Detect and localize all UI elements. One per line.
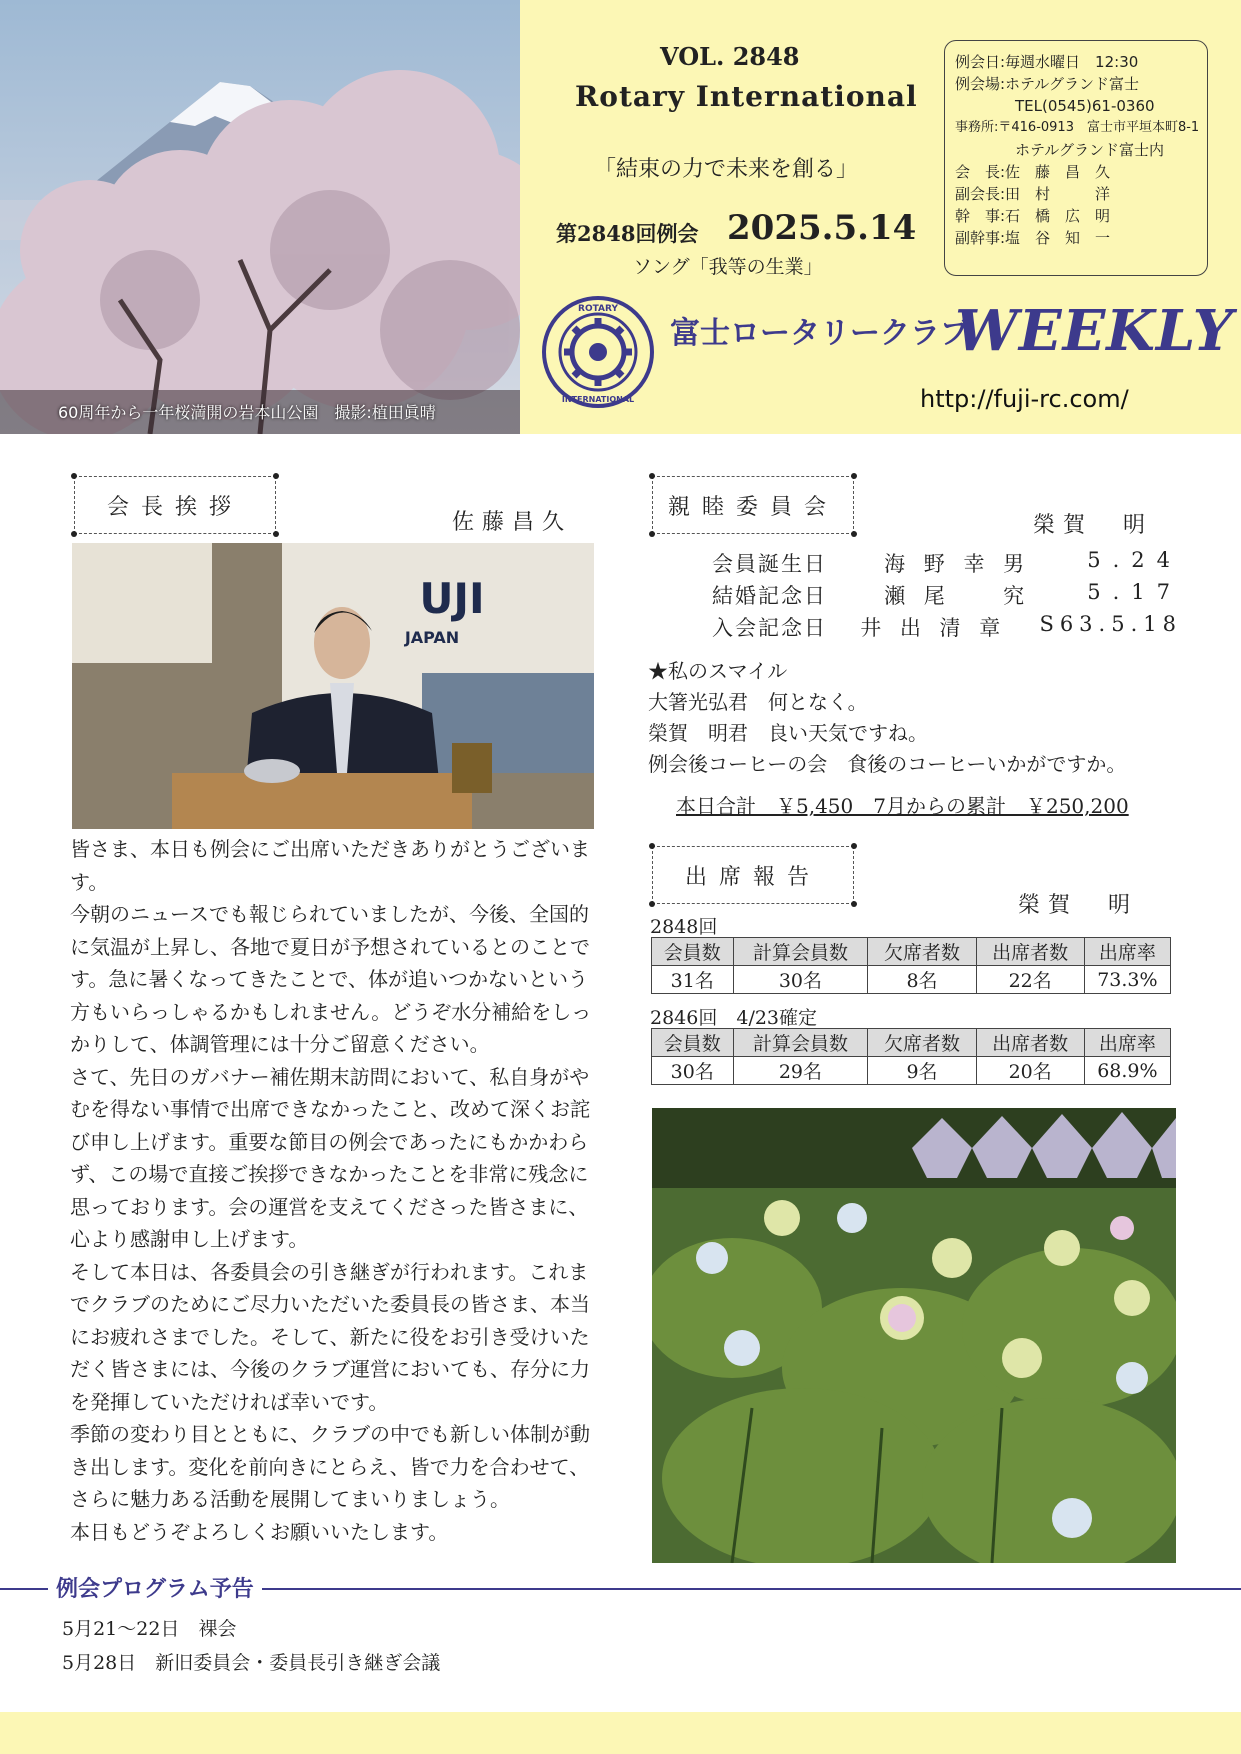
greeting-paragraph: 今朝のニュースでも報じられていましたが、今後、全国的に気温が上昇し、各地で夏日が予想されているとのことです。急に暑くなってきたことで、体が追いつかないという方もいらっしゃるかもしれません。どうぞ水分補給をしっかりして、体調管理には十分ご留意ください。 — [70, 902, 592, 1056]
meeting-date: 2025.5.14 — [727, 208, 917, 248]
section-greeting-title — [74, 476, 276, 534]
attendance-table-2848 — [651, 937, 1171, 994]
attendance-caption: 2846回 4/23確定 — [650, 1007, 818, 1029]
photo-caption: 60周年から一年桜満開の岩本山公園 撮影:植田眞晴 — [58, 403, 436, 422]
fellowship-title-text: 親睦委員会 — [667, 494, 838, 520]
column-header: 出席率 — [1084, 938, 1170, 966]
table-cell: 31名 — [652, 966, 734, 994]
smile-title: ★私のスマイル — [648, 659, 788, 683]
song-title: ソング「我等の生業」 — [633, 256, 823, 278]
info-line: 事務所:〒416-0913 富士市平垣本町8-1 — [955, 120, 1200, 135]
info-line: 会 長:佐 藤 昌 久 — [955, 163, 1111, 181]
greeting-author: 佐藤昌久 — [452, 510, 573, 535]
corner-dot — [851, 531, 857, 537]
corner-dot — [71, 473, 77, 479]
cherry-blossom-mount-fuji-image — [0, 0, 520, 434]
table-row — [652, 966, 1171, 994]
attendance-caption: 2848回 — [650, 916, 718, 938]
column-header: 出席者数 — [976, 1029, 1084, 1057]
attendance-table-2846 — [651, 1028, 1171, 1085]
anniversary-name: 瀬 尾 究 — [884, 584, 1031, 608]
column-header: 会員数 — [652, 1029, 734, 1057]
president-speech-photo — [72, 543, 594, 829]
weekly-title: WEEKLY — [955, 298, 1234, 364]
table-cell: 30名 — [733, 966, 868, 994]
list-item — [712, 612, 1182, 644]
greeting-paragraph: そして本日は、各委員会の引き継ぎが行われます。これまでクラブのためにご尽力いただいた委員長の皆さま、本当にお疲れさまでした。そして、新たに役をお引き受けいただく皆さまには、今後のクラブ運営においても、存分に力を発揮していただければ幸いです。 — [70, 1259, 590, 1414]
anniversary-name: 海 野 幸 男 — [884, 552, 1031, 576]
program-item: 5月21〜22日 裸会 — [62, 1618, 237, 1640]
hydrangea-garden-image — [652, 1108, 1176, 1563]
table-cell: 29名 — [733, 1057, 868, 1085]
smile-total: 本日合計 ￥5,450 7月からの累計 ￥250,200 — [676, 794, 1129, 818]
info-line: 幹 事:石 橋 広 明 — [955, 207, 1111, 225]
banner-subtext: JAPAN — [404, 628, 460, 647]
corner-dot — [851, 843, 857, 849]
corner-dot — [71, 531, 77, 537]
table-cell: 30名 — [652, 1057, 734, 1085]
cover-photo — [0, 0, 520, 434]
anniversary-list — [712, 548, 1182, 644]
info-line: TEL(0545)61-0360 — [955, 97, 1155, 115]
program-item: 5月28日 新旧委員会・委員長引き継ぎ会議 — [62, 1652, 441, 1674]
list-item — [712, 548, 1182, 580]
table-header-row — [652, 1029, 1171, 1057]
fellowship-author: 榮賀 明 — [1033, 513, 1154, 538]
anniversary-date: S63.5.18 — [1039, 612, 1182, 636]
table-cell: 22名 — [976, 966, 1084, 994]
corner-dot — [273, 531, 279, 537]
logo-text-top: ROTARY — [578, 304, 618, 314]
corner-dot — [273, 473, 279, 479]
rotary-wheel-logo — [542, 296, 654, 408]
logo-text-bottom: INTERNATIONAL — [561, 395, 635, 404]
column-header: 欠席者数 — [868, 1029, 976, 1057]
anniversary-label: 結婚記念日 — [712, 584, 827, 608]
smile-item: 榮賀 明君 良い天気ですね。 — [648, 721, 928, 745]
column-header: 欠席者数 — [868, 938, 976, 966]
table-row — [652, 1057, 1171, 1085]
meeting-number: 第2848回例会 — [556, 221, 699, 246]
list-item — [712, 580, 1182, 612]
table-cell: 73.3% — [1084, 966, 1170, 994]
corner-dot — [649, 531, 655, 537]
table-cell: 20名 — [976, 1057, 1084, 1085]
smile-item: 例会後コーヒーの会 食後のコーヒーいかがですか。 — [648, 752, 1127, 776]
info-line: 副会長:田 村 洋 — [955, 185, 1111, 203]
greeting-paragraph: 皆さま、本日も例会にご出席いただきありがとうございます。 — [70, 837, 590, 894]
smile-item: 大箸光弘君 何となく。 — [648, 690, 868, 714]
greeting-paragraph: さて、先日のガバナー補佐期末訪問において、私自身がやむを得ない事情で出席できなかったこと、改めて深くお詫び申し上げます。重要な節目の例会であったにもかかわらず、この場で直接ご挨拶できなかったことを非常に残念に思っております。会の運営を支えてくださった皆さまに、心より感謝申し上げます。 — [70, 1064, 590, 1251]
volume-number: VOL. 2848 — [660, 42, 800, 71]
corner-dot — [851, 901, 857, 907]
meeting-info-box — [944, 40, 1208, 276]
corner-dot — [851, 473, 857, 479]
greeting-title-text: 会長挨拶 — [106, 494, 243, 520]
info-line: 例会日:毎週水曜日 12:30 — [955, 53, 1139, 71]
column-header: 出席者数 — [976, 938, 1084, 966]
hydrangea-photo — [652, 1108, 1176, 1563]
footer-bar — [0, 1712, 1241, 1754]
info-line: ホテルグランド富士内 — [955, 141, 1164, 159]
section-attendance-title — [652, 846, 854, 904]
table-cell: 68.9% — [1084, 1057, 1170, 1085]
speaker-at-podium-image — [72, 543, 594, 829]
anniversary-date: 5.24 — [1087, 548, 1182, 572]
club-url-link[interactable]: http://fuji-rc.com/ — [920, 385, 1129, 413]
section-fellowship-title — [652, 476, 854, 534]
column-header: 計算会員数 — [733, 1029, 868, 1057]
column-header: 出席率 — [1084, 1029, 1170, 1057]
anniversary-label: 会員誕生日 — [712, 552, 827, 576]
corner-dot — [649, 843, 655, 849]
anniversary-name: 井 出 清 章 — [860, 616, 1007, 640]
greeting-body — [70, 833, 600, 1548]
organization-name: Rotary International — [575, 80, 918, 113]
info-line: 副幹事:塩 谷 知 一 — [955, 229, 1111, 247]
corner-dot — [649, 901, 655, 907]
table-header-row — [652, 938, 1171, 966]
anniversary-label: 入会記念日 — [712, 616, 827, 640]
banner-text: UJI — [419, 574, 485, 623]
table-cell: 8名 — [868, 966, 976, 994]
attendance-author: 榮賀 明 — [1018, 893, 1139, 918]
corner-dot — [649, 473, 655, 479]
table-cell: 9名 — [868, 1057, 976, 1085]
program-title: 例会プログラム予告 — [48, 1572, 262, 1603]
greeting-paragraph: 本日もどうぞよろしくお願いいたします。 — [70, 1519, 449, 1544]
column-header: 計算会員数 — [733, 938, 868, 966]
smile-section — [648, 656, 1126, 780]
anniversary-date: 5.17 — [1087, 580, 1182, 604]
info-line: 例会場:ホテルグランド富士 — [955, 75, 1140, 93]
greeting-paragraph: 季節の変わり目とともに、クラブの中でも新しい体制が動き出します。変化を前向きにとらえ、皆で力を合わせて、さらに魅力ある活動を展開してまいりましょう。 — [70, 1422, 590, 1511]
column-header: 会員数 — [652, 938, 734, 966]
theme-slogan: 「結束の力で未来を創る」 — [594, 157, 859, 182]
club-name: 富士ロータリークラブ — [670, 316, 970, 351]
attendance-title-text: 出席報告 — [684, 864, 821, 890]
